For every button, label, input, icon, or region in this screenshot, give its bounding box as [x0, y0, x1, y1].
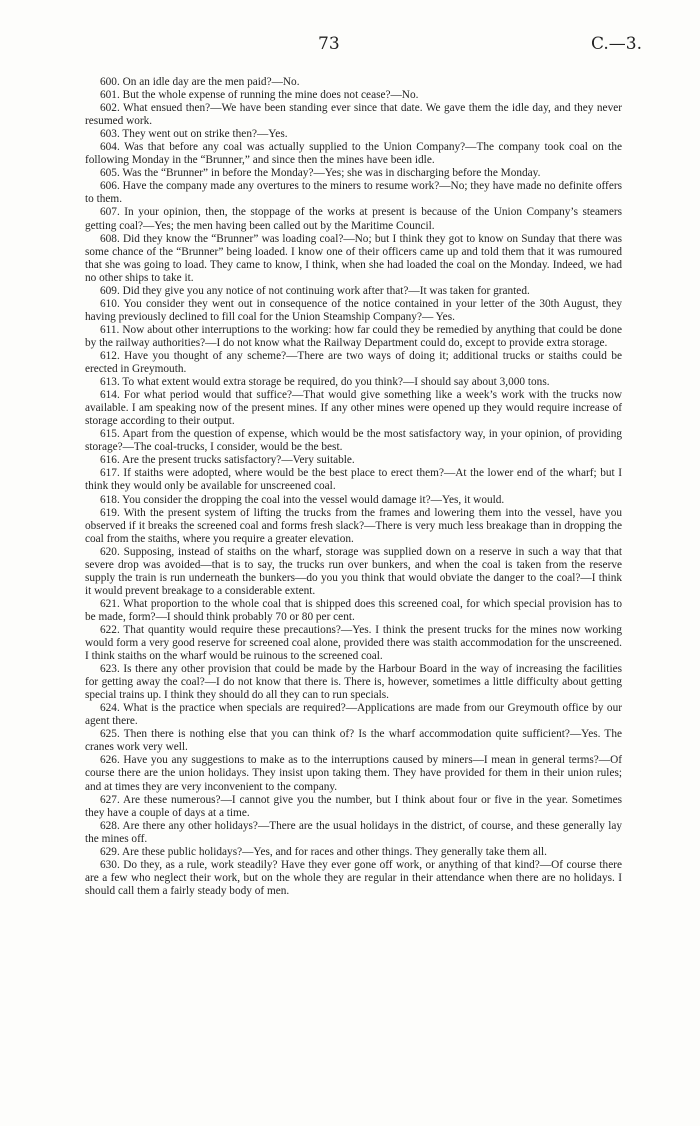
paragraph-628: 628. Are there any other holidays?—There are the usual holidays in the district, of course, and these generally lay the mines off. — [85, 819, 622, 845]
paragraph-606: 606. Have the company made any overtures to the miners to resume work?—No; they have made no definite offers to them. — [85, 180, 622, 206]
paragraph-610: 610. You consider they went out in consequence of the notice contained in your letter of the 30th August, they having previously declined to fill coal for the Union Steamship Company?— Yes. — [85, 297, 622, 323]
paragraph-600: 600. On an idle day are the men paid?—No. — [100, 76, 300, 88]
page-header — [0, 34, 700, 60]
paragraph-607: 607. In your opinion, then, the stoppage of the works at present is because of the Union Company’s steamers getting coal?—Yes; the men having been called out by the Maritime Council. — [85, 206, 622, 232]
paragraph-616: 616. Are the present trucks satisfactory?—Very suitable. — [100, 454, 355, 467]
paragraph-627: 627. Are these numerous?—I cannot give you the number, but I think about four or five in the year. Sometimes they have a couple of days at a time. — [85, 793, 622, 819]
paragraph-619: 619. With the present system of lifting the trucks from the frames and lowering them into the vessel, have you observed if it breaks the screened coal and forms fresh slack?—There is very much less breakage than in dropping the coal from the staiths, where you require a greater elevation. — [85, 506, 622, 545]
paragraph-621: 621. What proportion to the whole coal that is shipped does this screened coal, for which special provision has to be made, form?—I should think probably 70 or 80 per cent. — [85, 597, 622, 623]
paragraph-613: 613. To what extent would extra storage be required, do you think?—I should say about 3,000 tons. — [100, 376, 550, 389]
paragraph-624: 624. What is the practice when specials are required?—Applications are made from our Greymouth office by our agent there. — [85, 702, 622, 728]
paragraph-620: 620. Supposing, instead of staiths on the wharf, storage was supplied down on a reserve in such a way that that severe drop was avoided—that is to say, the trucks run over bunkers, and when the coal is taken from the reserve supply the train is run underneath the bunkers—do you you think that would obviate the danger to the coal?—I think it would prevent breakage to a considerable extent. — [85, 545, 622, 597]
paragraph-602: 602. What ensued then?—We have been standing ever since that date. We gave them the idle day, and they never resumed work. — [85, 102, 622, 128]
paragraph-611: 611. Now about other interruptions to the working: how far could they be remedied by anything that could be done by the railway authorities?—I do not know what the Railway Department could do, except to provide extra storage. — [85, 323, 622, 349]
paragraph-612: 612. Have you thought of any scheme?—There are two ways of doing it; additional trucks or staiths could be erected in Greymouth. — [85, 349, 622, 376]
testimony-body — [85, 76, 622, 898]
paragraph-622: 622. That quantity would require these precautions?—Yes. I think the present trucks for the mines now working would form a very good reserve for screened coal alone, provided there was staith accommodation for the unscreened. I think staiths on the wharf would be ruinous to the screened coal. — [85, 623, 622, 663]
paragraph-605: 605. Was the “Brunner” in before the Monday?—Yes; she was in discharging before the Monday. — [100, 167, 541, 180]
paragraph-609: 609. Did they give you any notice of not continuing work after that?—It was taken for granted. — [100, 284, 530, 297]
paragraph-626: 626. Have you any suggestions to make as to the interruptions caused by miners—I mean in general terms?—Of course there are the union holidays. They insist upon taking them. They have provided for them in their union rules; and at times they are very inconvenient to the company. — [85, 754, 622, 793]
paragraph-601: 601. But the whole expense of running the mine does not cease?—No. — [100, 89, 419, 102]
paragraph-623: 623. Is there any other provision that could be made by the Harbour Board in the way of increasing the facilities for getting away the coal?—I do not know that there is. There is, however, sometimes a little difficulty about getting special trains up. I think they should do all they can to run specials. — [85, 663, 622, 702]
document-reference: C.—3. — [590, 34, 642, 54]
paragraph-603: 603. They went out on strike then?—Yes. — [100, 128, 288, 141]
paragraph-618: 618. You consider the dropping the coal into the vessel would damage it?—Yes, it would. — [100, 493, 505, 506]
page-number: 73 — [318, 34, 340, 54]
paragraph-617: 617. If staiths were adopted, where would be the best place to erect them?—At the lower end of the wharf; but I think they would only be available for unscreened coal. — [85, 467, 622, 493]
paragraph-608: 608. Did they know the “Brunner” was loading coal?—No; but I think they got to know on Sunday that there was some chance of the “Brunner” being loaded. I know one of their officers came up and told them that it was rumoured that she was going to load. They came to know, I think, when she had loaded the coal on the Monday. Indeed, we had no other ships to take it. — [85, 232, 622, 284]
paragraph-614: 614. For what period would that suffice?—That would give something like a week’s work with the trucks now available. I am speaking now of the present mines. If any other mines were opened up they would require increase of storage according to their output. — [85, 389, 622, 428]
paragraph-630: 630. Do they, as a rule, work steadily? Have they ever gone off work, or anything of that kind?—Of course there are a few who neglect their work, but on the whole they are regular in their attendance when there are no holidays. I should call them a fairly steady body of men. — [85, 858, 622, 897]
paragraph-615: 615. Apart from the question of expense, which would be the most satisfactory way, in your opinion, of providing storage?—The coal-trucks, I consider, would be the best. — [85, 428, 622, 454]
paragraph-629: 629. Are these public holidays?—Yes, and for races and other things. They generally take them all. — [100, 845, 547, 858]
paragraph-604: 604. Was that before any coal was actually supplied to the Union Company?—The company took coal on the following Monday in the “Brunner,” and since then the mines have been idle. — [85, 141, 622, 167]
paragraph-625: 625. Then there is nothing else that you can think of? Is the wharf accommodation quite sufficient?—Yes. The cranes work very well. — [85, 728, 622, 754]
